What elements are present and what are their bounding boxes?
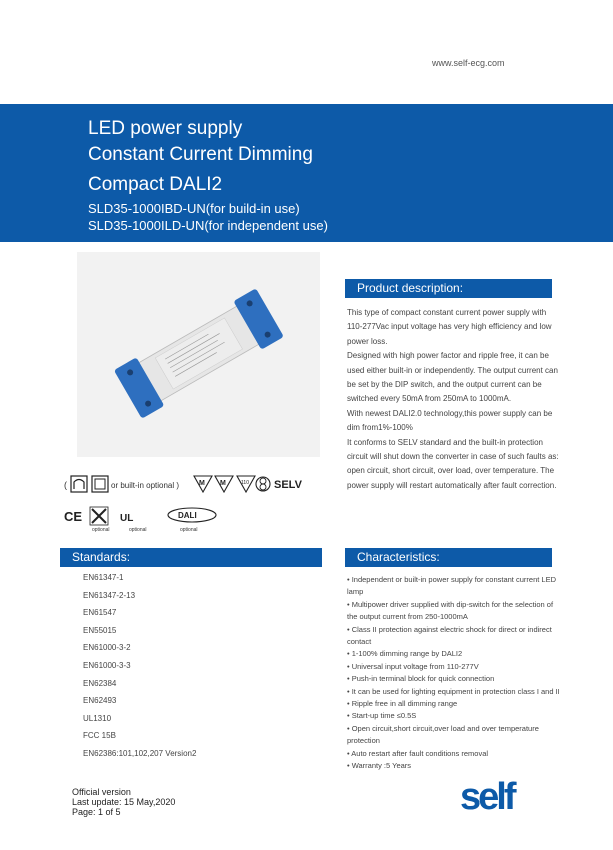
product-description-body — [347, 306, 559, 493]
product-photo — [77, 252, 320, 457]
list-item: • Push-in terminal block for quick connection — [347, 674, 495, 684]
list-item: • Start-up time ≤0.5S — [347, 711, 417, 721]
standards-header: Standards: — [60, 548, 322, 567]
hero-title-2: Constant Current Dimming — [88, 144, 313, 165]
built-in-icon — [92, 476, 108, 492]
list-item: EN61347-2-13 — [83, 590, 136, 600]
svg-text:M: M — [220, 480, 226, 487]
last-update-text: Last update: 15 May,2020 — [72, 797, 176, 807]
list-item: • Universal input voltage from 110-277V — [347, 661, 479, 671]
characteristics-list — [347, 574, 562, 773]
open-paren: ( — [64, 480, 67, 490]
svg-text:DALI: DALI — [178, 511, 197, 520]
optional-label-ul: optional — [129, 527, 147, 533]
built-in-optional-text: or built-in optional ) — [111, 481, 180, 490]
hero-title-1: LED power supply — [88, 118, 243, 139]
characteristics-header: Characteristics: — [345, 548, 552, 567]
list-item: • Open circuit,short circuit,over load and over temperature protection — [347, 723, 539, 746]
standards-list — [83, 573, 303, 767]
temperature-mark-icon — [237, 476, 255, 492]
independent-use-icon — [71, 476, 87, 492]
list-item: EN55015 — [83, 625, 117, 635]
list-item: • It can be used for lighting equipment in protection class I and II — [347, 686, 560, 696]
document-footer — [72, 787, 175, 817]
mm-mark-icon — [215, 476, 233, 492]
optional-label-enec: optional — [92, 527, 110, 533]
hero-title-3: Compact DALI2 — [88, 174, 223, 195]
m-mark-icon — [194, 476, 212, 492]
ce-mark: CE — [64, 509, 83, 524]
self-logo — [460, 775, 542, 822]
product-description-header: Product description: — [345, 279, 552, 298]
list-item: UL1310 — [83, 713, 112, 723]
list-item: • Ripple free in all dimming range — [347, 699, 458, 709]
svg-text:M: M — [199, 480, 205, 487]
description-paragraph: Designed with high power factor and ripple free, it can be used either built-in or independently. The output current can be set by the DIP switch, and the output current can be switched every 50mA from 250mA to 1000mA. — [347, 351, 558, 404]
certification-marks-row — [62, 470, 332, 498]
enec-mark-icon — [90, 507, 108, 525]
safety-transformer-icon — [256, 477, 270, 491]
list-item: • Class II protection against electric shock for direct or indirect contact — [347, 624, 552, 647]
list-item: EN61547 — [83, 608, 117, 618]
hero-model-1: SLD35-1000IBD-UN(for build-in use) — [88, 201, 300, 216]
list-item: • Multipower driver supplied with dip-switch for the selection of the output current from 250-1000mA — [347, 599, 554, 622]
hero-model-2: SLD35-1000ILD-UN(for independent use) — [88, 218, 328, 233]
list-item: • Independent or built-in power supply for constant current LED lamp — [347, 575, 556, 597]
list-item: • 1-100% dimming range by DALI2 — [347, 649, 463, 659]
list-item: • Auto restart after fault conditions removal — [347, 748, 489, 758]
logo-text: self — [460, 776, 514, 817]
description-paragraph: It conforms to SELV standard and the built-in protection circuit will shut down the converter in case of such faults as: open circuit, short circuit, over load, over temperature. The power supply will restart automatically after fault correction. — [347, 437, 559, 490]
dali-logo — [168, 508, 216, 522]
description-paragraph: This type of compact constant current power supply with 110-277Vac input voltage has very high efficiency and low power loss. — [347, 308, 552, 346]
svg-text:UL: UL — [120, 513, 134, 524]
list-item: EN61000-3-3 — [83, 660, 131, 670]
hero-banner — [0, 104, 613, 242]
list-item: EN61000-3-2 — [83, 643, 131, 653]
list-item: EN62384 — [83, 678, 117, 688]
list-item: • Warranty :5 Years — [347, 761, 412, 771]
certification-logos-row — [62, 503, 262, 539]
version-text: Official version — [72, 787, 131, 797]
optional-label-dali: optional — [180, 527, 198, 533]
svg-text:110: 110 — [241, 480, 249, 486]
ul-mark-icon — [120, 513, 133, 524]
list-item: FCC 15B — [83, 731, 116, 741]
selv-label: SELV — [274, 479, 302, 491]
website-url[interactable]: www.self-ecg.com — [432, 58, 505, 68]
page-number: Page: 1 of 5 — [72, 807, 121, 817]
list-item: EN62386:101,102,207 Version2 — [83, 748, 197, 758]
list-item: EN62493 — [83, 696, 117, 706]
list-item: EN61347-1 — [83, 573, 124, 582]
description-paragraph: With newest DALI2.0 technology,this power supply can be dim from1%-100% — [347, 408, 553, 433]
